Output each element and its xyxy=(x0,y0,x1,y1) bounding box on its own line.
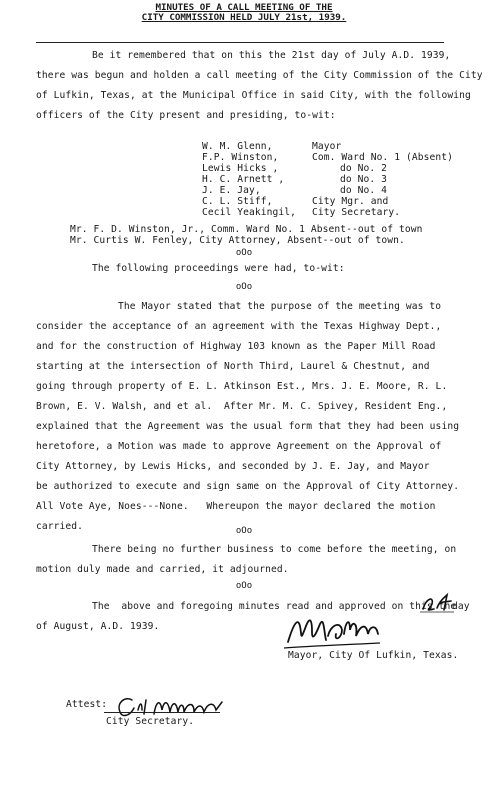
separator: oOo xyxy=(235,248,253,258)
officer-role: City Secretary. xyxy=(312,207,401,218)
officer-role: City Mgr. and xyxy=(312,196,389,207)
separator: oOo xyxy=(235,581,253,591)
officer-name: F.P. Winston, xyxy=(202,152,279,163)
body-line: explained that the Agreement was the usual form that they had been using xyxy=(36,421,460,432)
body-line: consider the acceptance of an agreement with the Texas Highway Dept., xyxy=(36,321,442,332)
intro-line: there was begun and holden a call meeting of the City Commission of the City xyxy=(36,70,483,81)
approval-day-label: day xyxy=(452,601,470,612)
body-line: Brown, E. V. Walsh, and et al. After Mr. M. C. Spivey, Resident Eng., xyxy=(36,401,448,412)
secretary-signature-line xyxy=(104,712,220,713)
handwritten-day xyxy=(420,592,454,614)
separator: oOo xyxy=(235,526,253,536)
closing-line: There being no further business to come before the meeting, on xyxy=(92,544,457,555)
closing-line: motion duly made and carried, it adjourned. xyxy=(36,564,289,575)
body-line: and for the construction of Highway 103 known as the Paper Mill Road xyxy=(36,341,436,352)
officer-name: H. C. Arnett , xyxy=(202,174,285,185)
approval-line: of August, A.D. 1939. xyxy=(36,621,160,632)
officer-role: do No. 3 xyxy=(340,174,388,185)
body-line: starting at the intersection of North Third, Laurel & Chestnut, and xyxy=(36,361,430,372)
officer-role: Mayor xyxy=(312,141,342,152)
body-line: be authorized to execute and sign same on the Approval of City Attorney. xyxy=(36,481,460,492)
body-line: heretofore, a Motion was made to approve Agreement on the Approval of xyxy=(36,441,442,452)
intro-line: of Lufkin, Texas, at the Municipal Office in said City, with the following xyxy=(36,90,471,101)
officer-name: Cecil Yeakingil, xyxy=(202,207,297,218)
officer-role: Com. Ward No. 1 (Absent) xyxy=(312,152,454,163)
absent-line: Mr. Curtis W. Fenley, City Attorney, Absent--out of town. xyxy=(70,235,405,246)
officer-role: do No. 4 xyxy=(340,185,388,196)
proceedings-intro: The following proceedings were had, to-wit: xyxy=(92,263,345,274)
heading-line-2: CITY COMMISSION HELD JULY 21st, 1939. xyxy=(141,12,347,23)
intro-line: Be it remembered that on this the 21st day of July A.D. 1939, xyxy=(92,50,451,61)
attest-label: Attest: xyxy=(66,699,108,710)
top-rule xyxy=(36,42,444,43)
separator: oOo xyxy=(235,282,253,292)
mayor-signature xyxy=(280,612,384,654)
body-line: All Vote Aye, Noes---None. Whereupon the mayor declared the motion xyxy=(36,501,436,512)
body-line: The Mayor stated that the purpose of the meeting was to xyxy=(118,301,442,312)
officer-name: W. M. Glenn, xyxy=(202,141,273,152)
approval-line: The above and foregoing minutes read and approved on this the xyxy=(92,601,457,612)
body-line: going through property of E. L. Atkinson Est., Mrs. J. E. Moore, R. L. xyxy=(36,381,448,392)
body-line: City Attorney, by Lewis Hicks, and seconded by J. E. Jay, and Mayor xyxy=(36,461,430,472)
mayor-signature-caption: Mayor, City Of Lufkin, Texas. xyxy=(288,650,459,661)
intro-line: officers of the City present and presiding, to-wit: xyxy=(36,110,336,121)
officer-name: J. E. Jay, xyxy=(202,185,261,196)
secretary-caption: City Secretary. xyxy=(106,716,195,727)
heading-line-1: MINUTES OF A CALL MEETING OF THE xyxy=(155,2,333,13)
officer-name: Lewis Hicks , xyxy=(202,163,279,174)
absent-line: Mr. F. D. Winston, Jr., Comm. Ward No. 1 Absent--out of town xyxy=(70,224,423,235)
officer-name: C. L. Stiff, xyxy=(202,196,273,207)
body-line: carried. xyxy=(36,521,84,532)
officer-role: do No. 2 xyxy=(340,163,388,174)
